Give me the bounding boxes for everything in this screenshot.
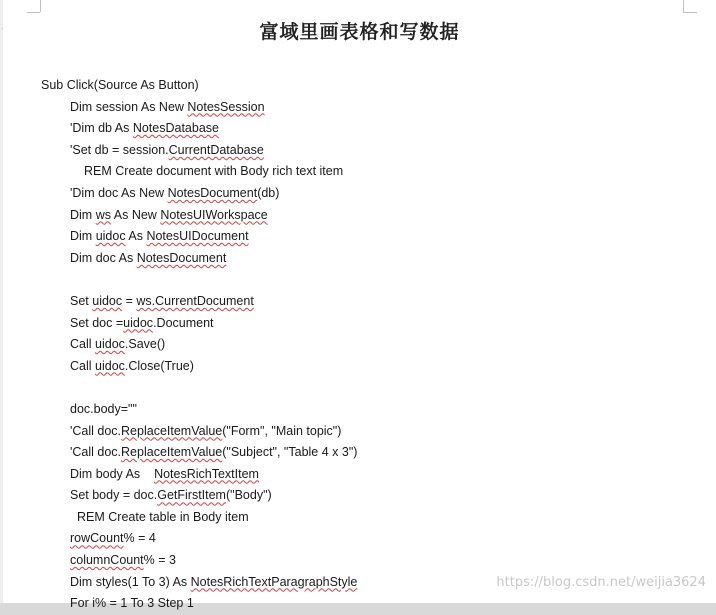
crop-mark-top-left [40,0,41,12]
code-text: 'Dim doc As New [70,185,168,200]
document-title: 富域里画表格和写数据 [259,21,460,43]
spellcheck-flagged-word: CurrentDatabase [168,142,264,157]
code-text: Dim [70,229,96,244]
spellcheck-flagged-word: ws [95,207,111,222]
code-text: REM Create document with Body rich text item [84,164,344,179]
code-line [41,248,681,270]
spellcheck-flagged-word: NotesUIWorkspace [160,207,268,222]
code-line [41,593,681,615]
code-line [41,442,681,464]
code-line [41,75,681,97]
spellcheck-flagged-word: ReplaceItemValue [121,423,223,438]
spellcheck-flagged-word: ws.CurrentDocument [136,293,254,308]
spellcheck-flagged-word: uidoc [95,337,125,352]
code-text: ("Body") [225,488,272,503]
code-text: % = 3 [143,553,176,568]
code-text: .Document [153,315,214,330]
code-line [41,528,681,550]
code-line [41,334,681,356]
code-text: 'Set db = session. [70,142,169,157]
code-text: Set doc = [70,315,124,330]
spellcheck-flagged-word: NotesDocument [136,250,227,265]
code-line [41,183,681,205]
code-line [41,226,681,248]
code-line [41,313,681,335]
code-text: % = 4 [123,531,156,546]
spellcheck-flagged-word: uidoc [95,229,126,244]
code-text: Set body = doc. [70,488,158,503]
code-line [41,269,681,291]
spellcheck-flagged-word: NotesUIDocument [146,229,249,244]
code-text: doc.body="" [70,401,137,416]
code-listing[interactable] [41,75,681,615]
code-text: Dim body As [70,466,155,481]
code-line [41,399,681,421]
watermark: https://blog.csdn.net/weijia3624 [496,575,706,590]
spellcheck-flagged-word: columnCount [70,553,144,568]
code-line [41,291,681,313]
code-text: Call [70,337,96,352]
code-line [41,507,681,529]
code-text: REM Create table in Body item [77,509,249,524]
code-text: Dim session As New [70,99,188,114]
spellcheck-flagged-word: uidoc [92,293,123,308]
code-line [41,464,681,486]
code-text: Dim styles(1 To 3) As [70,574,191,589]
code-text: For i% = 1 To 3 Step 1 [70,596,194,611]
code-line [41,550,681,572]
code-text: Set [70,293,93,308]
spellcheck-flagged-word: NotesRichTextParagraphStyle [190,574,358,589]
code-text: 'Call doc. [70,445,122,460]
code-text: = [122,293,137,308]
spellcheck-flagged-word: uidoc [123,315,154,330]
code-text: Dim doc As [70,250,137,265]
code-text: (db) [257,185,280,200]
code-text: As New [110,207,161,222]
code-text: Sub Click(Source As Button) [41,78,199,92]
code-line [41,118,681,140]
spellcheck-flagged-word: ReplaceItemValue [121,445,223,460]
code-line [41,356,681,378]
code-text: .Save() [124,337,166,352]
code-text: Dim [70,207,96,222]
spellcheck-flagged-word: GetFirstItem [157,488,226,503]
document-page[interactable] [3,0,716,611]
spellcheck-flagged-word: NotesSession [187,99,265,114]
crop-mark-top-right [683,0,684,12]
code-line [41,205,681,227]
spellcheck-flagged-word: uidoc [95,358,125,373]
code-line [41,140,681,162]
code-text: ("Subject", "Table 4 x 3") [222,445,358,460]
spellcheck-flagged-word: NotesDocument [167,185,258,200]
spellcheck-flagged-word: NotesDatabase [132,121,219,136]
spellcheck-flagged-word: rowCount [70,531,124,546]
spellcheck-flagged-word: NotesRichTextItem [154,466,259,481]
code-line [41,161,681,183]
code-text: .Close(True) [124,358,194,373]
code-line [41,377,681,399]
code-text: As [125,229,147,244]
code-line [41,97,681,119]
code-text: 'Call doc. [70,423,122,438]
code-text: ("Form", "Main topic") [222,423,342,438]
crop-mark-top-right [683,12,697,13]
code-text: Call [70,358,96,373]
code-line [41,421,681,443]
crop-mark-top-left [27,12,40,13]
code-line [41,485,681,507]
code-text: 'Dim db As [70,121,133,136]
